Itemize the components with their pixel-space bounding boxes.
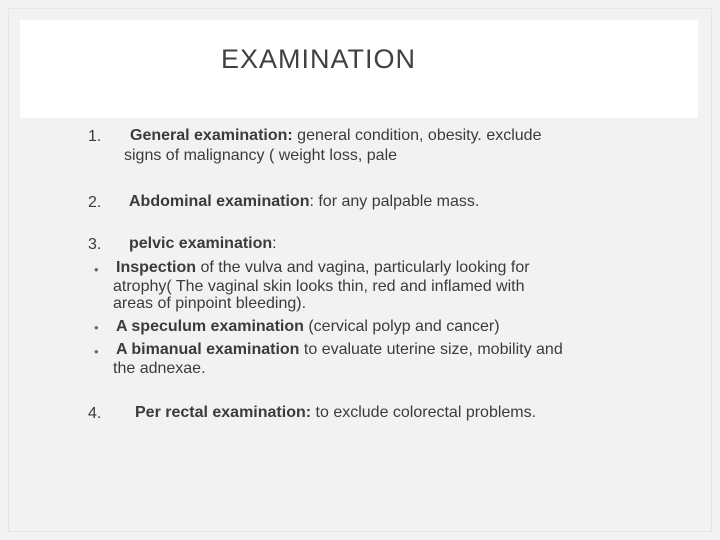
item-2-line (129, 194, 479, 210)
bullet-2-heading: A speculum examination (116, 318, 304, 335)
bullet-3-continuation-1: the adnexae. (113, 360, 206, 377)
bullet-1-continuation-1: atrophy( The vaginal skin looks thin, red and inflamed with (113, 278, 525, 295)
bullet-3-heading: A bimanual examination (116, 341, 300, 358)
item-3-number: 3. (88, 236, 102, 253)
bullet-2-line (116, 319, 500, 335)
bullet-1-text: of the vulva and vagina, particularly looking for (196, 259, 530, 276)
item-1-number: 1. (88, 128, 102, 145)
item-2-heading: Abdominal examination (129, 193, 310, 210)
item-3-heading: pelvic examination (129, 235, 273, 252)
bullet-icon: • (94, 320, 99, 335)
bullet-3-text: to evaluate uterine size, mobility and (299, 341, 563, 358)
bullet-icon: • (94, 262, 99, 277)
item-3-line (129, 236, 277, 252)
bullet-3-line (116, 342, 563, 358)
bullet-1-continuation-2: areas of pinpoint bleeding). (113, 295, 307, 312)
item-4-line (135, 405, 536, 421)
bullet-icon: • (94, 344, 99, 359)
item-2-text: : for any palpable mass. (309, 193, 480, 210)
slide-title: EXAMINATION (221, 44, 417, 74)
item-4-heading: Per rectal examination: (135, 404, 312, 421)
item-1-heading: General examination: (130, 127, 293, 144)
item-4-number: 4. (88, 405, 102, 422)
item-1-text: general condition, obesity. exclude (292, 127, 542, 144)
bullet-1-heading: Inspection (116, 259, 197, 276)
item-4-text: to exclude colorectal problems. (311, 404, 537, 421)
item-2-number: 2. (88, 194, 102, 211)
item-1-continuation: signs of malignancy ( weight loss, pale (124, 147, 398, 164)
bullet-1-line (116, 260, 530, 276)
item-1-line (130, 128, 541, 144)
item-3-text: : (272, 235, 277, 252)
bullet-2-text: (cervical polyp and cancer) (303, 318, 500, 335)
